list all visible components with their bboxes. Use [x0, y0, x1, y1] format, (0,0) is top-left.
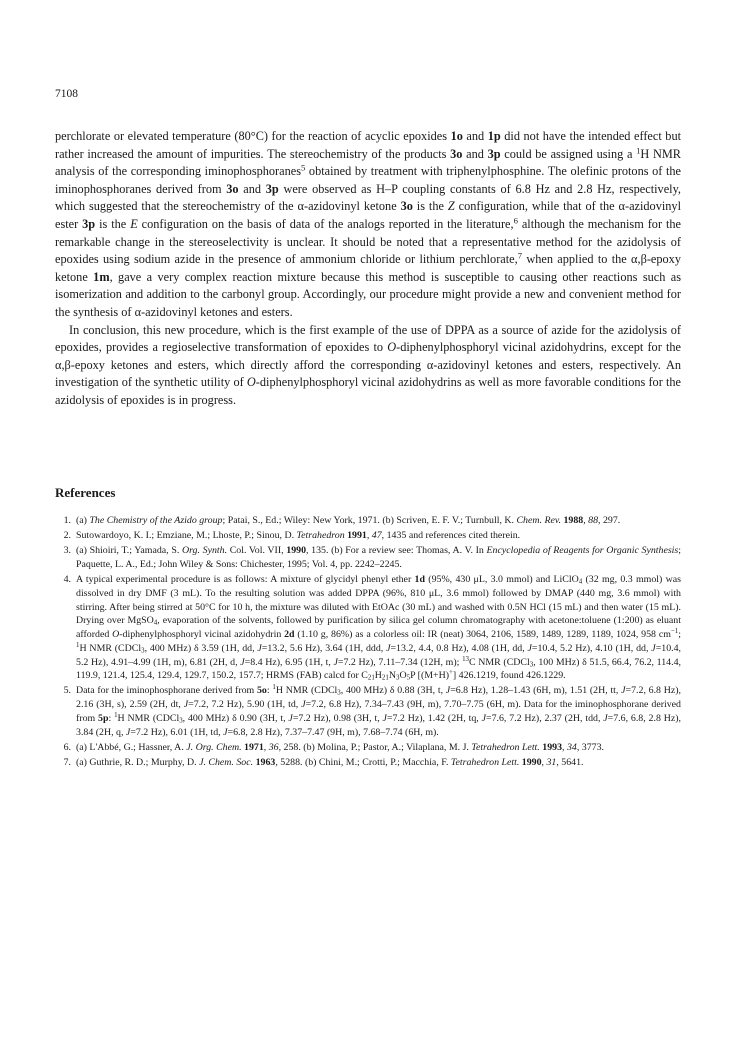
references-heading: References	[55, 485, 116, 500]
body-text	[55, 128, 681, 410]
reference-text: (a) Guthrie, R. D.; Murphy, D. J. Chem. Soc. 1963, 5288. (b) Chini, M.; Crotti, P.; Macchia, F. Tetrahedron Lett. 1990, 31, 5641.	[76, 756, 584, 768]
reference-item	[55, 684, 681, 739]
reference-number: 5.	[63, 685, 71, 697]
reference-item	[55, 544, 681, 571]
reference-number: 4.	[63, 574, 71, 586]
paragraph: In conclusion, this new procedure, which is the first example of the use of DPPA as a source of azide for the azidolysis of epoxides, provides a regioselective transformation of epoxides to O-diphenylphosphoryl vicinal azidohydrins, except for the α,β-epoxy ketones and esters, which directly afford the corresponding α-azidovinyl ketones and esters, respectively. An investigation of the synthetic utility of O-diphenylphosphoryl vicinal azidohydrins as well as more favorable conditions for the azidolysis of epoxides is in progress.	[55, 322, 681, 407]
reference-item	[55, 573, 681, 683]
reference-number: 2.	[63, 530, 71, 542]
page-number: 7108	[55, 88, 78, 100]
reference-text: A typical experimental procedure is as follows: A mixture of glycidyl phenyl ether 1d (95%, 430 μL, 3.0 mmol) and LiClO$_4$ (32 mg, 0.3 mmol) was dissolved in dry DMF (3 mL). To the resulting solution was added DPPA (96%, 810 μL, 3.6 mmol) followed by DMAP (440 mg, 3.6 mmol) with stirring. After being stirred at 50°C for 10 h, the mixture was diluted with EtOAc (30 mL) and washed with 0.5N HCl (15 mL) and then water (15 mL). Drying over MgSO$_4$, evaporation of the solvents, followed by purification by silica gel column chromatography with acetone:toluene (1:200) as eluant afforded O-diphenylphosphoryl vicinal azidohydrin 2d (1.10 g, 86%) as a colorless oil: IR (neat) 3064, 2106, 1589, 1489, 1289, 1189, 1024, 958 $cm^{-1}$; $^1$H NMR (CDCl$_3$, 400 MHz) δ 3.59 (1H, dd, J=13.2, 5.6 Hz), 3.64 (1H, ddd, J=13.2, 4.4, 0.8 Hz), 4.08 (1H, dd, J=10.4, 5.2 Hz), 4.10 (1H, dd, J=10.4, 5.2 Hz), 4.91–4.99 (1H, m), 6.81 (2H, d, J=8.4 Hz), 6.95 (1H, t, J=7.2 Hz), 7.11–7.34 (12H, m); $^{13}$C NMR (CDCl$_3$, 100 MHz) δ 51.5, 66.4, 76.2, 114.4, 119.9, 121.4, 125.4, 129.4, 129.7, 150.2, 157.7; HRMS (FAB) calcd for $C_{21}H_{21}N_3O_5P$ [(M+H)+] 426.1219, found 426.1229.	[76, 574, 682, 682]
reference-text: Sutowardoyo, K. I.; Emziane, M.; Lhoste, P.; Sinou, D. Tetrahedron 1991, 47, 1435 and references cited therein.	[76, 530, 521, 542]
paragraph: perchlorate or elevated temperature (80°C) for the reaction of acyclic epoxides 1o and 1p did not have the intended effect but rather increased the amount of impurities. The stereochemistry of the products 3o and 3p could be assigned using a $^1$H NMR analysis of the corresponding iminophosphoranes$^5$ obtained by treatment with triphenylphosphine. The olefinic protons of the iminophosphoranes derived from 3o and 3p were observed as H–P coupling constants of 6.8 Hz and 2.8 Hz, respectively, which suggested that the stereochemistry of the α-azidovinyl ketone 3o is the Z configuration, while that of the α-azidovinyl ester 3p is the E configuration on the basis of data of the analogs reported in the literature,$^6$ although the mechanism for the remarkable change in the stereoselectivity is unclear. It should be noted that a representative method for the azidolysis of epoxides using sodium azide in the presence of ammonium chloride or lithium perchlorate,$^7$ when applied to the α,β-epoxy ketone 1m, gave a very complex reaction mixture because this method is susceptible to causing other reactions such as isomerization and addition to the carbonyl group. Accordingly, our procedure might provide a new and convenient method for the synthesis of α-azidovinyl ketones and esters.	[55, 129, 682, 319]
reference-text: (a) The Chemistry of the Azido group; Patai, S., Ed.; Wiley: New York, 1971. (b) Scriven, E. F. V.; Turnbull, K. Chem. Rev. 1988, 88, 297.	[76, 515, 621, 526]
reference-number: 1.	[63, 515, 71, 526]
reference-text: Data for the iminophosphorane derived from 5o: $^1$H NMR (CDCl$_3$, 400 MHz) δ 0.88 (3H, t, J=6.8 Hz), 1.28–1.43 (6H, m), 1.51 (2H, tt, J=7.2, 6.8 Hz), 2.16 (3H, s), 2.59 (2H, dt, J=7.2, 7.2 Hz), 5.90 (1H, td, J=7.2, 6.8 Hz), 7.34–7.43 (9H, m), 7.70–7.75 (6H, m). Data for the iminophosphorane derived from 5p: $^1$H NMR (CDCl$_3$, 400 MHz) δ 0.90 (3H, t, J=7.2 Hz), 0.98 (3H, t, J=7.2 Hz), 1.42 (2H, tq, J=7.6, 7.2 Hz), 2.37 (2H, tdd, J=7.6, 6.8, 2.8 Hz), 3.84 (2H, q, J=7.2 Hz), 6.01 (1H, td, J=6.8, 2.8 Hz), 7.37–7.47 (9H, m), 7.68–7.74 (6H, m).	[76, 684, 682, 738]
reference-text: (a) Shioiri, T.; Yamada, S. Org. Synth. Col. Vol. VII, 1990, 135. (b) For a review see: Thomas, A. V. In Encyclopedia of Reagents for Organic Synthesis; Paquette, L. A., Ed.; John Wiley & Sons: Chichester, 1995; Vol. 4, pp. 2242–2245.	[76, 545, 682, 571]
reference-list	[55, 514, 681, 771]
reference-number: 6.	[63, 741, 71, 753]
reference-item	[55, 756, 681, 770]
reference-number: 7.	[63, 756, 71, 768]
reference-number: 3.	[63, 545, 71, 557]
reference-item	[55, 514, 681, 528]
reference-item	[55, 741, 681, 755]
reference-item	[55, 529, 681, 543]
reference-text: (a) L'Abbé, G.; Hassner, A. J. Org. Chem. 1971, 36, 258. (b) Molina, P.; Pastor, A.; Vilaplana, M. J. Tetrahedron Lett. 1993, 34, 3773.	[76, 741, 604, 753]
